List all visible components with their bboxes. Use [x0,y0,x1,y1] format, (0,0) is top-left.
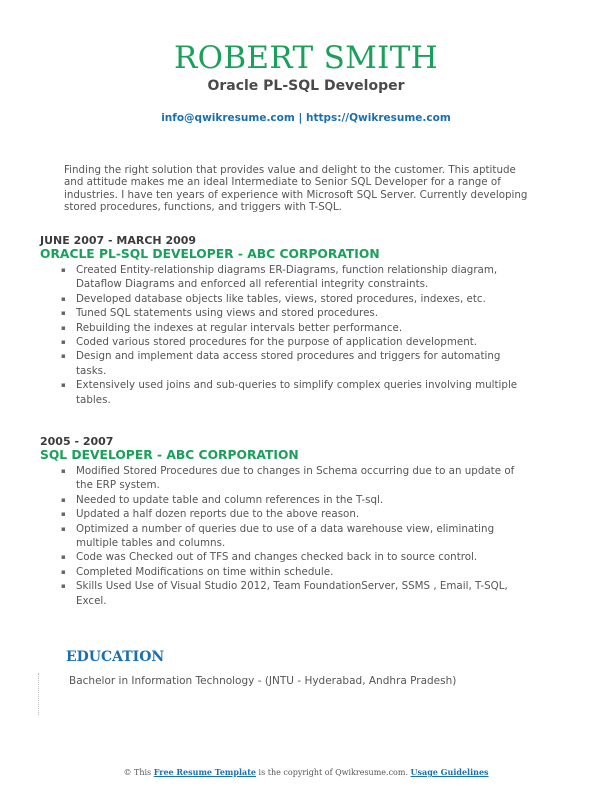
usage-guidelines-link[interactable]: Usage Guidelines [410,767,489,777]
bullet-text: ▪ Design and implement data access stored procedures and triggers for automating tasks. [76,350,501,377]
contact-line [0,111,612,125]
bullet-text: ▪ Modified Stored Procedures due to changes in Schema occurring due to an update of the ERP system. [76,465,515,492]
job-title: SQL DEVELOPER - ABC CORPORATION [40,448,299,462]
free-resume-template-link[interactable]: Free Resume Template [153,767,256,777]
resume-name: ROBERT SMITH [173,40,439,76]
website-link[interactable]: https://Qwikresume.com [305,112,451,124]
experience-entry-2 [40,435,530,608]
bullet-item [76,565,530,579]
bullet-item [76,579,530,608]
education-heading: EDUCATION [66,649,165,665]
bullet-text: ▪ Completed Modifications on time within schedule. [76,565,334,578]
bullet-text: ▪ Updated a half dozen reports due to the above reason. [76,508,360,521]
job-dates: 2005 - 2007 [40,435,114,448]
bullet-text: ▪ Skills Used Use of Visual Studio 2012, Team FoundationServer, SSMS , Email, T-SQL, Excel. [76,580,508,607]
footer-prefix: © This [123,768,152,777]
bullet-item [76,263,530,292]
bullet-text: ▪ Developed database objects like tables, views, stored procedures, indexes, etc. [76,292,486,305]
footer-copyright-text: is the copyright of Qwikresume.com. [258,768,408,777]
bullet-item [76,522,530,551]
bullet-text: ▪ Code was Checked out of TFS and changes checked back in to source control. [76,551,478,564]
bullet-item [76,335,530,349]
bullet-item [76,378,530,407]
bullet-item [76,292,530,306]
bullet-text: ▪ Needed to update table and column references in the T-sql. [76,493,384,506]
email-link[interactable]: info@qwikresume.com [161,112,295,124]
bullet-text: ▪ Coded various stored procedures for the purpose of application development. [76,336,478,349]
bullet-text: ▪ Optimized a number of queries due to use of a data warehouse view, eliminating multiple tables and columns. [76,522,495,550]
bullet-text: ▪ Tuned SQL statements using views and stored procedures. [76,307,379,320]
job-bullets [40,464,530,608]
footer [0,767,612,778]
contact-separator: | [298,112,303,124]
job-title: ORACLE PL-SQL DEVELOPER - ABC CORPORATION [40,247,380,261]
bullet-item [76,550,530,564]
job-dates: JUNE 2007 - MARCH 2009 [40,234,197,247]
summary-paragraph: Finding the right solution that provides value and delight to the customer. This aptitude and attitude makes me an ideal Intermediate to Senior SQL Developer for a range of industries. I have ten years of experience with Microsoft SQL Server. Currently developing stored procedures, functions, and triggers with T-SQL. [64,164,528,214]
bullet-item [76,321,530,335]
bullet-item [76,349,530,378]
bullet-item [76,493,530,507]
bullet-item [76,507,530,521]
job-bullets [40,263,530,407]
bullet-text: ▪ Created Entity-relationship diagrams ER-Diagrams, function relationship diagram, Dataflow Diagrams and enforced all referential integrity constraints. [76,264,498,291]
education-item: Bachelor in Information Technology - (JNTU - Hyderabad, Andhra Pradesh) [69,675,457,687]
bullet-item [76,306,530,320]
bullet-text: ▪ Extensively used joins and sub-queries to simplify complex queries involving multiple tables. [76,379,518,406]
experience-entry-1 [40,234,530,407]
resume-job-title: Oracle PL-SQL Developer [207,78,405,94]
education-divider [38,673,41,715]
bullet-text: ▪ Rebuilding the indexes at regular intervals better performance. [76,321,403,334]
bullet-item [76,464,530,493]
